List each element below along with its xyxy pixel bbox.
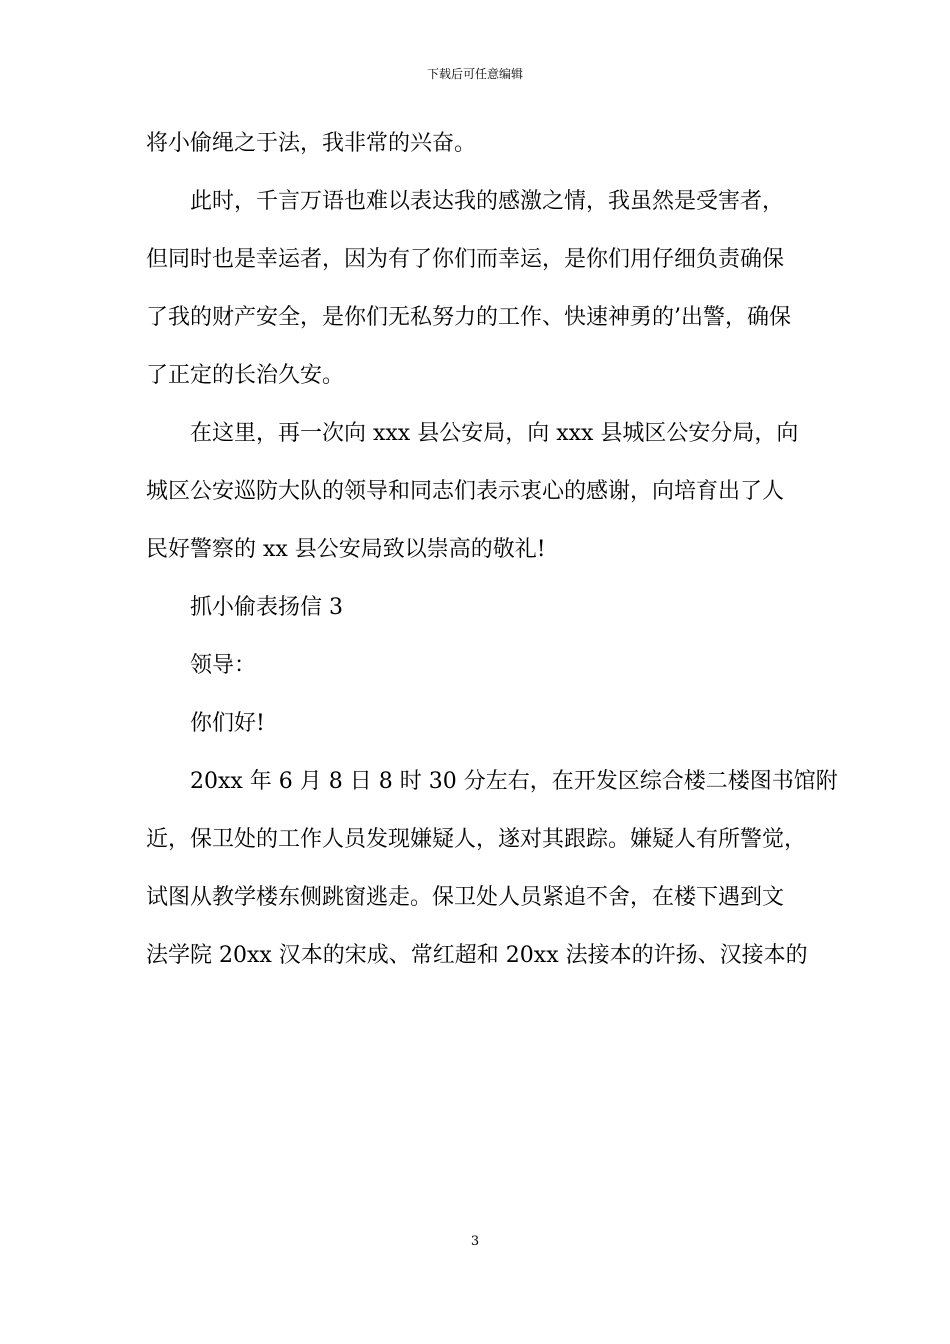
text-line: 城区公安巡防大队的领导和同志们表示衷心的感谢，向培育出了人	[146, 479, 785, 504]
text-line: 此时，千言万语也难以表达我的感激之情，我虽然是受害者，	[190, 189, 785, 214]
text-line: 了正定的长治久安。	[146, 363, 345, 388]
text-line: 法学院 20xx 汉本的宋成、常红超和 20xx 法接本的许扬、汉接本的	[146, 943, 808, 968]
page-header: 下载后可任意编辑	[426, 67, 523, 81]
greeting: 你们好!	[190, 711, 265, 736]
text-line: 在这里，再一次向 xxx 县公安局，向 xxx 县城区公安分局，向	[190, 421, 799, 446]
document-body	[146, 130, 838, 1000]
text-line: 了我的财产安全，是你们无私努力的工作、快速神勇的’出警，确保	[146, 305, 791, 330]
text-line: 民好警察的 xx 县公安局致以崇高的敬礼!	[146, 537, 546, 562]
page-number: 3	[470, 1234, 480, 1249]
section-title: 抓小偷表扬信 3	[190, 595, 343, 620]
text-line: 试图从教学楼东侧跳窗逃走。保卫处人员紧追不舍，在楼下遇到文	[146, 885, 785, 910]
text-line: 将小偷绳之于法，我非常的兴奋。	[146, 131, 477, 156]
text-line: 近，保卫处的工作人员发现嫌疑人，遂对其跟踪。嫌疑人有所警觉，	[146, 827, 807, 852]
text-line: 20xx 年 6 月 8 日 8 时 30 分左右，在开发区综合楼二楼图书馆附	[190, 769, 838, 794]
text-line: 但同时也是幸运者，因为有了你们而幸运，是你们用仔细负责确保	[146, 247, 785, 272]
salutation: 领导：	[190, 653, 257, 678]
